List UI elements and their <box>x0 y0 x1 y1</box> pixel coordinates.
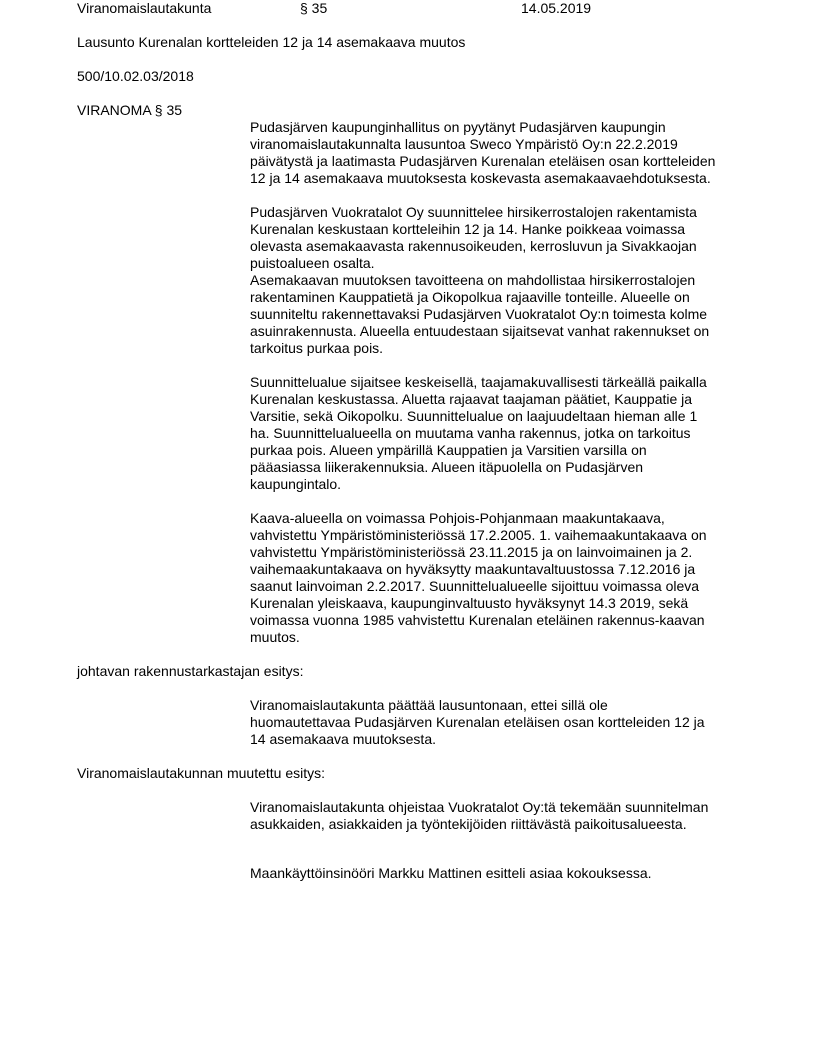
paragraph-zoning-plans <box>250 510 750 646</box>
text-line: Kurenalan keskustassa. Aluetta rajaavat taajaman päätiet, Kauppatie ja <box>250 391 693 407</box>
amended-proposal-heading: Viranomaislautakunnan muutettu esitys: <box>77 765 325 781</box>
text-line: pääasiassa liikerakennuksia. Alueen itäpuolella on Pudasjärven <box>250 459 644 475</box>
text-line: vahvistettu Ympäristöministeriössä 23.11.2015 ja on lainvoimainen ja 2. <box>250 544 693 560</box>
paragraph-request <box>250 119 750 187</box>
text-line: päivätystä ja laatimasta Pudasjärven Kurenalan eteläisen osan kortteleiden <box>250 153 716 169</box>
section-reference: VIRANOMA § 35 <box>77 102 183 118</box>
text-line: kaupungintalo. <box>250 476 342 492</box>
text-line: Varsitie, sekä Oikopolku. Suunnittelualue on laajuudeltaan hieman alle 1 <box>250 408 698 424</box>
meeting-date: 14.05.2019 <box>521 0 592 16</box>
committee-name: Viranomaislautakunta <box>77 0 212 16</box>
paragraph-project <box>250 204 750 357</box>
text-line: olevasta asemakaavasta rakennusoikeuden, kerrosluvun ja Sivakkaojan <box>250 238 697 254</box>
amended-proposal-text <box>250 799 750 833</box>
text-line: 12 ja 14 asemakaava muutoksesta koskevasta asemakaavaehdotuksesta. <box>250 170 711 186</box>
text-line: Pudasjärven Vuokratalot Oy suunnittelee hirsikerrostalojen rakentamista <box>250 204 697 220</box>
text-line: Asemakaavan muutoksen tavoitteena on mahdollistaa hirsikerrostalojen <box>250 272 696 288</box>
text-line: saanut lainvoiman 2.2.2017. Suunnittelualueelle sijoittuu voimassa oleva <box>250 578 700 594</box>
text-line: ha. Suunnittelualueella on muutama vanha rakennus, jotka on tarkoitus <box>250 425 691 441</box>
text-line: rakentaminen Kauppatietä ja Oikopolkua rajaaville tonteille. Alueelle on <box>250 289 690 305</box>
text-line: Viranomaislautakunta päättää lausuntonaan, ettei sillä ole <box>250 697 608 713</box>
text-line: voimassa vuonna 1985 vahvistettu Kurenalan eteläinen rakennus-kaavan <box>250 612 705 628</box>
text-line: 14 asemakaava muutoksesta. <box>250 731 436 747</box>
text-line: puistoalueen osalta. <box>250 255 375 271</box>
text-line: Pudasjärven kaupunginhallitus on pyytänyt Pudasjärven kaupungin <box>250 119 666 135</box>
text-line: huomautettavaa Pudasjärven Kurenalan eteläisen osan kortteleiden 12 ja <box>250 714 705 730</box>
text-line: muutos. <box>250 629 300 645</box>
text-line: purkaa pois. Alueen ympärillä Kauppatien ja Varsitien varsilla on <box>250 442 647 458</box>
text-line: Kaava-alueella on voimassa Pohjois-Pohjanmaan maakuntakaava, <box>250 510 665 526</box>
paragraph-planning-area <box>250 374 750 493</box>
document-title: Lausunto Kurenalan kortteleiden 12 ja 14 asemakaava muutos <box>77 34 466 50</box>
section-number: § 35 <box>300 0 328 16</box>
text-line: vaihemaakuntakaava on hyväksytty maakuntavaltuustossa 7.12.2016 ja <box>250 561 696 577</box>
text-line: tarkoitus purkaa pois. <box>250 340 384 356</box>
text-line: Kurenalan keskustaan kortteleihin 12 ja 14. Hanke poikkeaa voimassa <box>250 221 686 237</box>
text-line: Viranomaislautakunta ohjeistaa Vuokratalot Oy:tä tekemään suunnitelman <box>250 799 709 815</box>
presenter-note: Maankäyttöinsinööri Markku Mattinen esitteli asiaa kokouksessa. <box>250 865 652 881</box>
text-line: Kurenalan yleiskaava, kaupunginvaltuusto hyväksynyt 14.3 2019, sekä <box>250 595 689 611</box>
text-line: Suunnittelualue sijaitsee keskeisellä, taajamakuvallisesti tärkeällä paikalla <box>250 374 707 390</box>
text-line: vahvistettu Ympäristöministeriössä 17.2.2005. 1. vaihemaakuntakaava on <box>250 527 707 543</box>
record-number: 500/10.02.03/2018 <box>77 68 194 84</box>
text-line: asukkaiden, asiakkaiden ja työntekijöiden riittävästä paikoitusalueesta. <box>250 816 687 832</box>
text-line: asuinrakennusta. Alueella entuudestaan sijaitsevat vanhat rakennukset on <box>250 323 710 339</box>
text-line: suunniteltu rakennettavaksi Pudasjärven Vuokratalot Oy:n toimesta kolme <box>250 306 708 322</box>
proposal-text <box>250 697 750 748</box>
proposal-heading: johtavan rakennustarkastajan esitys: <box>77 663 304 679</box>
text-line: viranomaislautakunnalta lausuntoa Sweco Ympäristö Oy:n 22.2.2019 <box>250 136 678 152</box>
